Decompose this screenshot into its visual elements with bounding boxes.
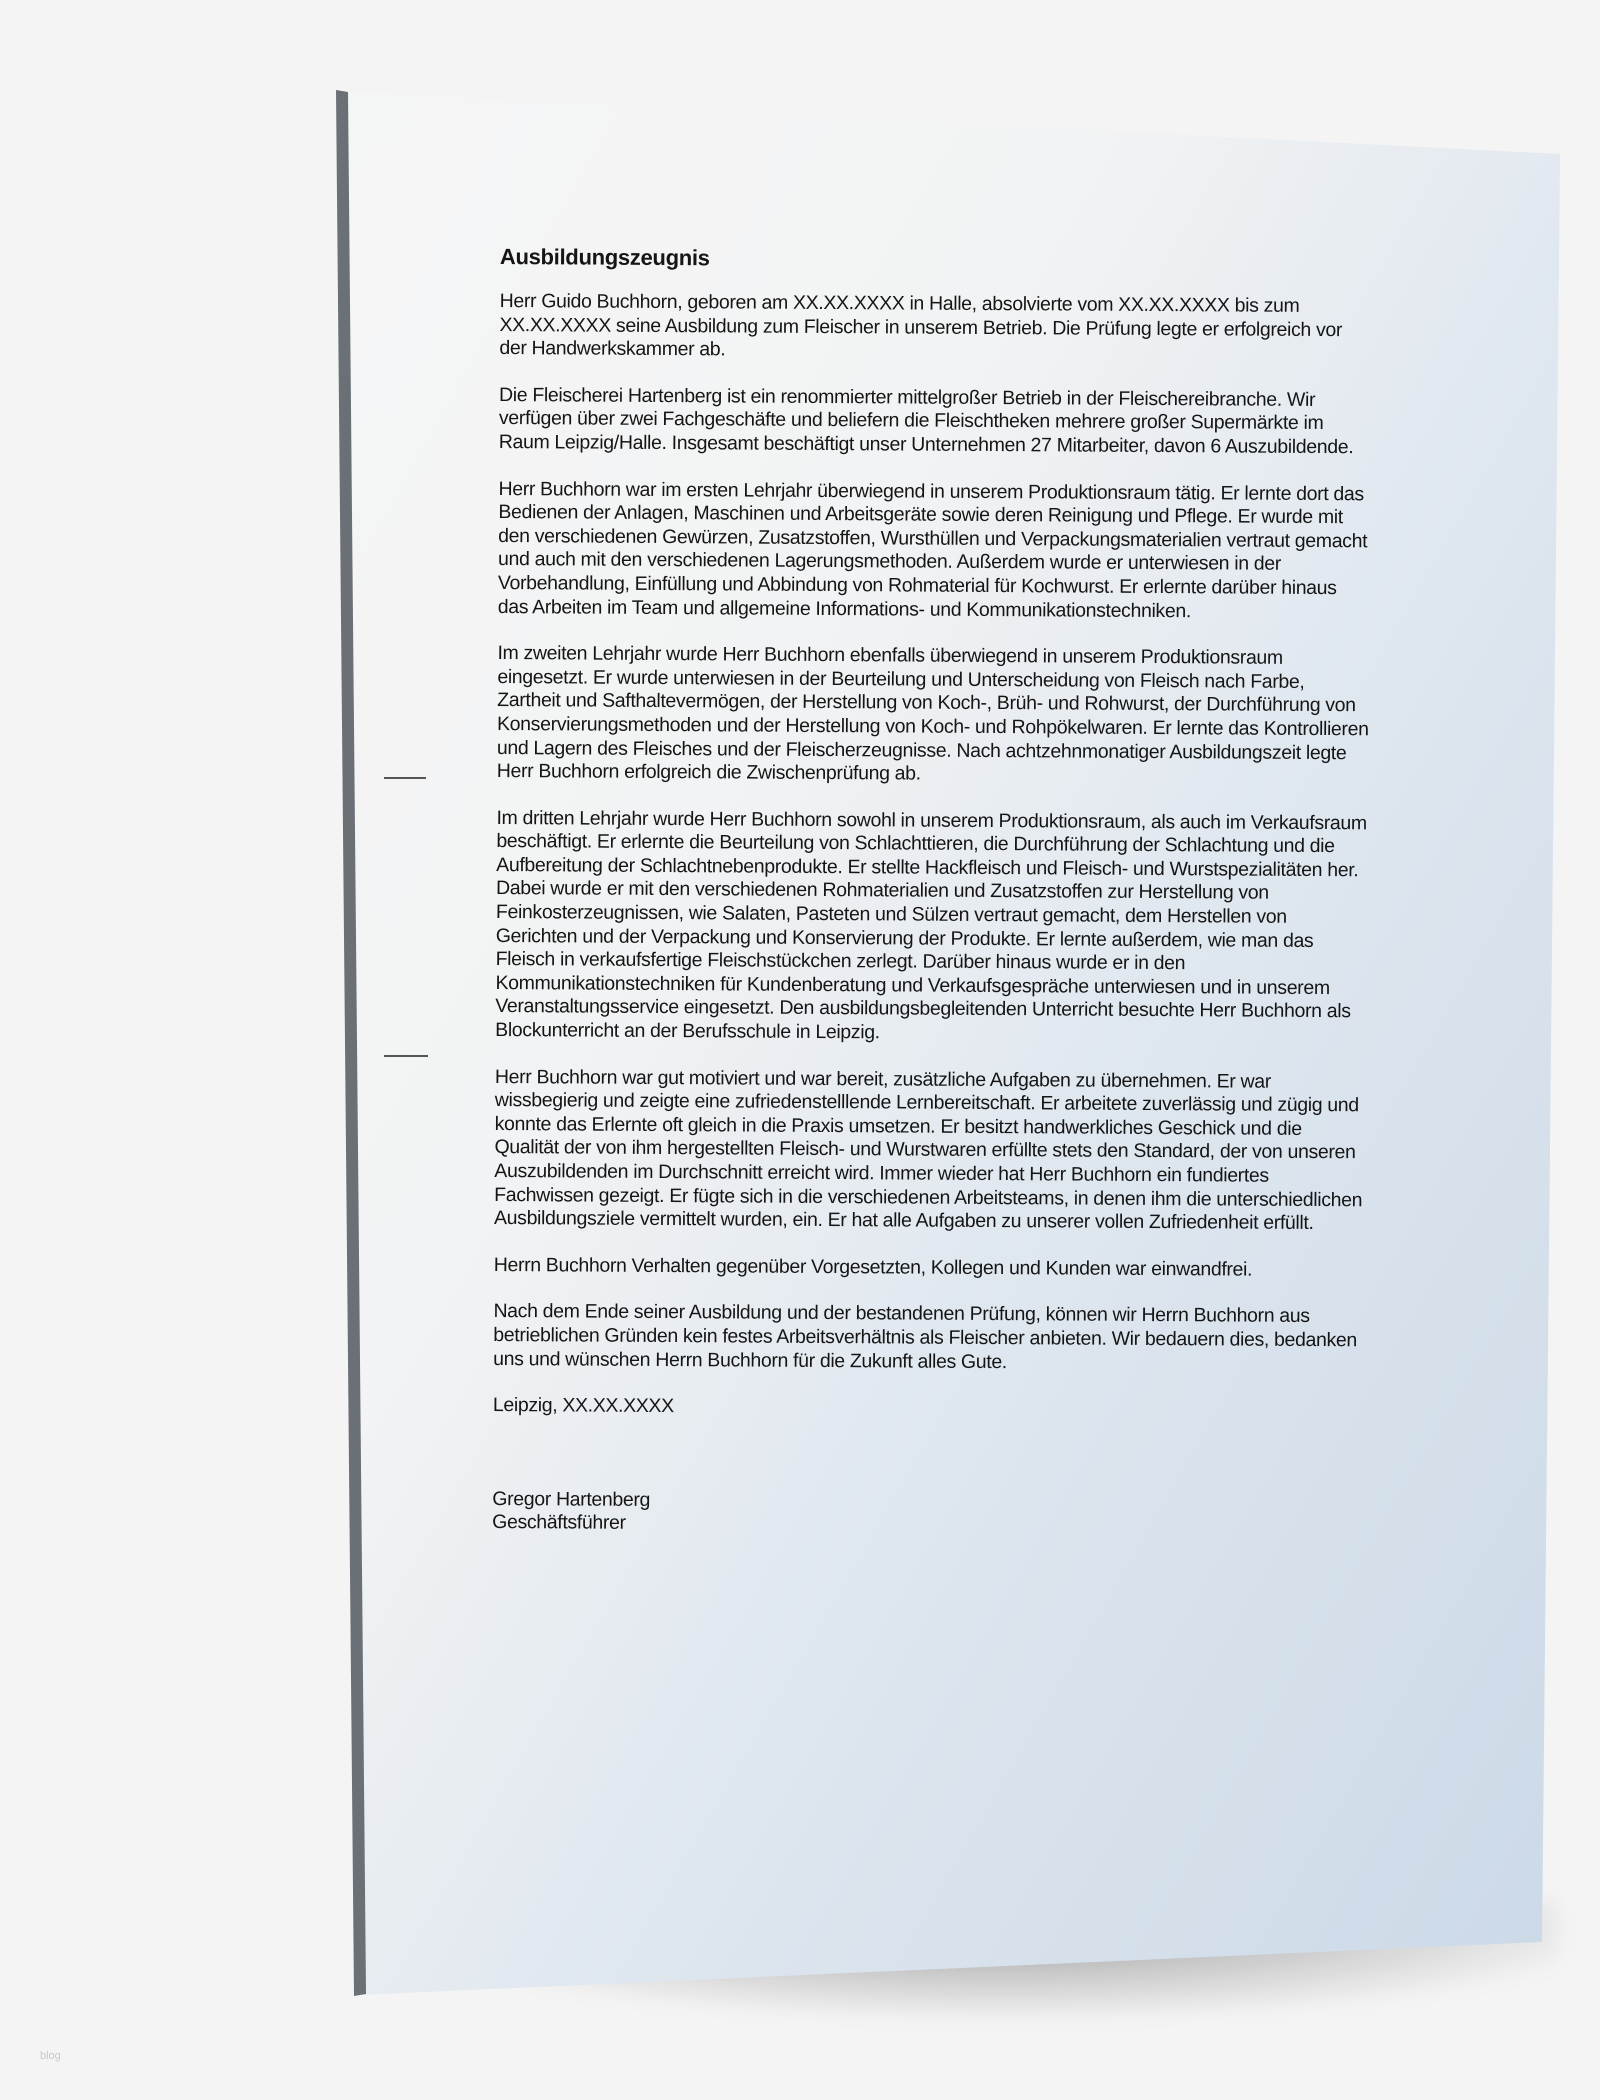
text-line: Fleisch in verkaufsfertige Fleischstückchen zerlegt. Darüber hinaus wurde er in den: [495, 948, 1186, 975]
paragraph: [494, 1254, 1494, 1284]
text-line: Konservierungsmethoden und der Herstellung von Koch- und Rohpökelwaren. Er lernte das Kontrollieren: [497, 712, 1369, 741]
text-line: Fachwissen gezeigt. Er fügte sich in die verschiedenen Arbeitsteams, in denen ihm die unterschiedlichen: [494, 1183, 1363, 1211]
text-line: der Handwerkskammer ab.: [499, 337, 726, 361]
text-line: Raum Leipzig/Halle. Insgesamt beschäftigt unser Unternehmen 27 Mitarbeiter, davon 6 Auszubildende.: [498, 430, 1354, 459]
text-line: Feinkosterzeugnissen, wie Salaten, Pasteten und Sülzen vertraut gemacht, dem Herstellen von: [495, 901, 1287, 928]
text-line: Herrn Buchhorn Verhalten gegenüber Vorgesetzten, Kollegen und Kunden war einwandfrei.: [493, 1253, 1253, 1281]
document-content: [492, 244, 1500, 1541]
paragraph: [493, 1394, 1493, 1424]
text-line: Auszubildenden im Durchschnitt erreicht wird. Immer wieder hat Herr Buchhorn ein fundiertes: [494, 1159, 1269, 1187]
signature-block: [492, 1488, 1492, 1541]
text-line: Herr Guido Buchhorn, geboren am XX.XX.XXXX in Halle, absolvierte vom XX.XX.XXXX bis zum: [499, 289, 1300, 317]
paragraph: [499, 384, 1499, 461]
text-line: den verschiedenen Gewürzen, Zusatzstoffen, Wursthüllen und Verpackungsmaterialien vertraut gemacht: [498, 524, 1368, 553]
text-line: Gerichten und der Verpackung und Konservierung der Produkte. Er lernte außerdem, wie man das: [495, 924, 1314, 952]
paragraph: [497, 642, 1498, 790]
text-line: Vorbehandlung, Einfüllung und Abbindung von Rohmaterial für Kochwurst. Er erlernte darüber hinaus: [497, 571, 1337, 600]
text-line: verfügen über zwei Fachgeschäfte und beliefern die Fleischtheken mehrere großer Supermärkte im: [498, 407, 1324, 435]
document-body: [493, 290, 1500, 1424]
text-line: eingesetzt. Er wurde unterwiesen in der Beurteilung und Unterscheidung von Fleisch nach Farbe,: [497, 665, 1305, 693]
text-line: wissbegierig und zeigte eine zufriedenstelllende Lernbereitschaft. Er arbeitete zuverlässig und zügig und: [494, 1089, 1359, 1117]
text-line: Herr Buchhorn war gut motiviert und war bereit, zusätzliche Aufgaben zu übernehmen. Er war: [494, 1065, 1271, 1093]
document-title: Ausbildungszeugnis: [499, 244, 710, 271]
text-line: Blockunterricht an der Berufsschule in Leipzig.: [495, 1019, 880, 1044]
text-line: Ausbildungsziele vermittelt wurden, ein. Er hat alle Aufgaben zu unserer vollen Zufriedenheit erfüllt.: [493, 1207, 1314, 1235]
paragraph: [493, 1300, 1493, 1377]
paragraph: [498, 478, 1499, 626]
punch-mark: [384, 1055, 428, 1057]
text-line: Qualität der von ihm hergestellten Fleisch- und Wurstwaren erfüllte stets den Standard, der von unseren: [494, 1136, 1356, 1164]
text-line: das Arbeiten im Team und allgemeine Informations- und Kommunikationstechniken.: [497, 595, 1191, 622]
text-line: Veranstaltungsservice eingesetzt. Den ausbildungsbegleitenden Unterricht besuchte Herr Buchhorn als: [495, 995, 1351, 1023]
signature-name: Gregor Hartenberg: [492, 1487, 651, 1511]
text-line: Im dritten Lehrjahr wurde Herr Buchhorn sowohl in unserem Produktionsraum, als auch im Verkaufsraum: [496, 806, 1367, 834]
fold-mark: [384, 777, 426, 779]
text-line: konnte das Erlernte oft gleich in die Praxis umsetzen. Er besitzt handwerkliches Geschick und die: [494, 1112, 1302, 1140]
watermark: blog: [40, 2050, 61, 2062]
text-line: Leipzig, XX.XX.XXXX: [492, 1394, 674, 1418]
signature-role: Geschäftsführer: [492, 1511, 626, 1535]
text-line: XX.XX.XXXX seine Ausbildung zum Fleischer in unserem Betrieb. Die Prüfung legte er erfolgreich vor: [499, 313, 1343, 341]
text-line: und auch mit den verschiedenen Lagerungsmethoden. Außerdem wurde er unterwiesen in der: [498, 548, 1282, 576]
text-line: Die Fleischerei Hartenberg ist ein renommierter mittelgroßer Betrieb in der Fleischereibranche. Wir: [499, 383, 1316, 411]
text-line: Aufbereitung der Schlachtnebenprodukte. Er stellte Hackfleisch und Fleisch- und Wurstspezialitäten her.: [496, 853, 1359, 882]
text-line: Kommunikationstechniken für Kundenberatung und Verkaufsgespräche unterwiesen und in unserem: [495, 971, 1330, 999]
paragraph: [495, 807, 1496, 1049]
text-line: betrieblichen Gründen kein festes Arbeitsverhältnis als Fleischer anbieten. Wir bedauern dies, bedanken: [493, 1323, 1358, 1352]
text-line: Im zweiten Lehrjahr wurde Herr Buchhorn ebenfalls überwiegend in unserem Produktionsraum: [497, 642, 1283, 669]
paragraph: [494, 1066, 1495, 1237]
text-line: uns und wünschen Herrn Buchhorn für die Zukunft alles Gute.: [493, 1347, 1007, 1373]
text-line: Zartheit und Safthaltevermögen, der Herstellung von Koch-, Brüh- und Rohwurst, der Durchführung von: [497, 689, 1356, 717]
text-line: Nach dem Ende seiner Ausbildung und der bestandenen Prüfung, können wir Herrn Buchhorn aus: [493, 1300, 1310, 1328]
text-line: Herr Buchhorn war im ersten Lehrjahr überwiegend in unserem Produktionsraum tätig. Er lernte dort das: [498, 477, 1364, 505]
text-line: beschäftigt. Er erlernte die Beurteilung von Schlachttieren, die Durchführung der Schlachtung und die: [496, 830, 1335, 858]
text-line: Bedienen der Anlagen, Maschinen und Arbeitsgeräte sowie deren Reinigung und Pflege. Er wurde mit: [498, 501, 1343, 529]
text-line: und Lagern des Fleisches und der Fleischerzeugnisse. Nach achtzehnmonatiger Ausbildungszeit legte: [496, 736, 1347, 764]
text-line: Herr Buchhorn erfolgreich die Zwischenprüfung ab.: [496, 760, 921, 785]
text-line: Dabei wurde er mit den verschiedenen Rohmaterialien und Zusatzstoffen zur Herstellung von: [495, 877, 1269, 905]
paragraph: [499, 290, 1499, 367]
